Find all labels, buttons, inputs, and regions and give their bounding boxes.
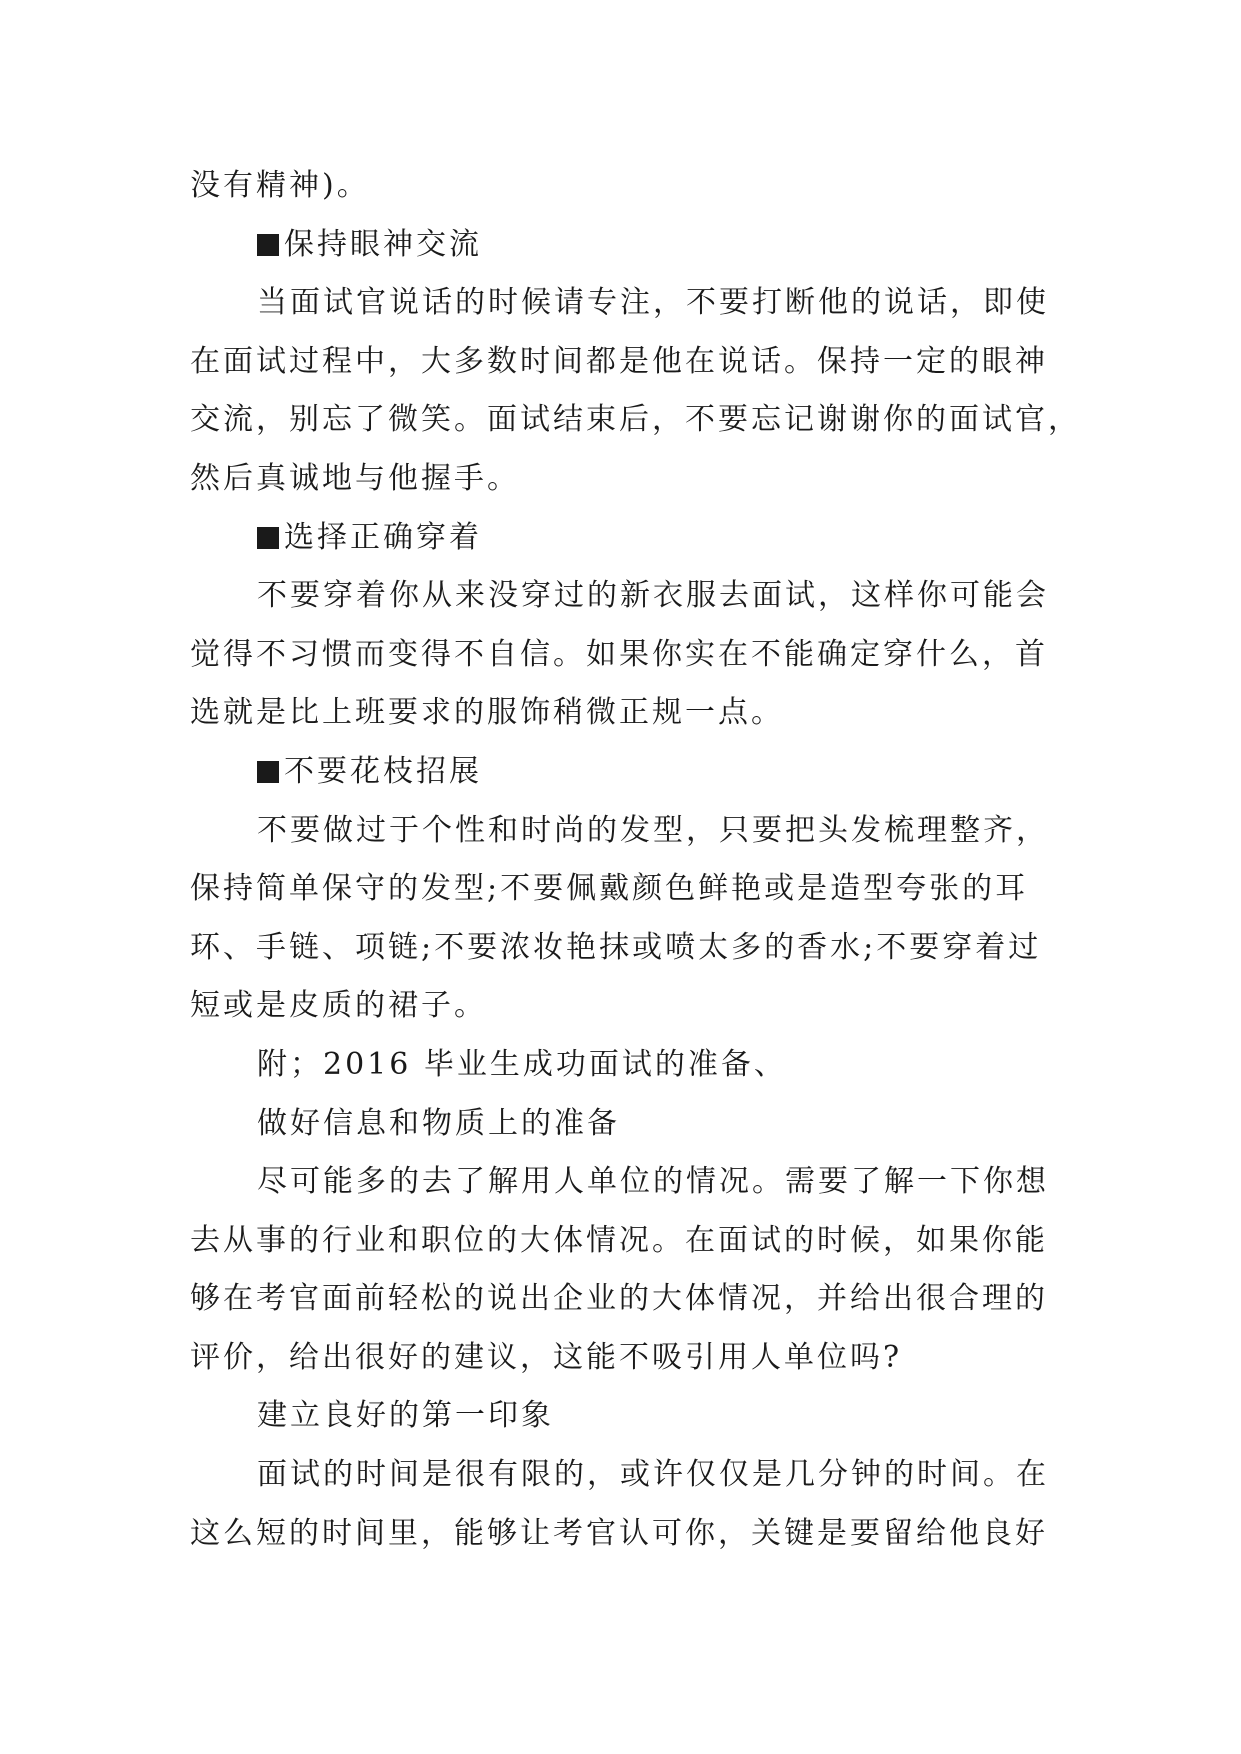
line-text: 交流，别忘了微笑。面试结束后，不要忘记谢谢你的面试官， — [190, 402, 1081, 438]
text-line — [190, 450, 1050, 509]
line-text: 附；2016 毕业生成功面试的准备、 — [257, 1046, 787, 1082]
line-text: 不要穿着你从来没穿过的新衣服去面试，这样你可能会 — [257, 578, 1049, 614]
square-bullet-icon — [257, 761, 279, 783]
line-text: 在面试过程中，大多数时间都是他在说话。保持一定的眼神 — [190, 343, 1048, 379]
line-text: 没有精神)。 — [190, 168, 370, 203]
text-line — [190, 1270, 1050, 1329]
text-line — [190, 977, 1050, 1036]
line-text: 保持眼神交流 — [284, 226, 482, 262]
text-line — [190, 391, 1081, 450]
square-bullet-icon — [257, 234, 279, 256]
line-text: 去从事的行业和职位的大体情况。在面试的时候，如果你能 — [190, 1222, 1048, 1258]
text-line — [190, 157, 1050, 216]
text-line — [190, 1212, 1050, 1271]
section-heading — [190, 216, 1050, 275]
line-text: 不要做过于个性和时尚的发型，只要把头发梳理整齐， — [257, 812, 1049, 848]
text-line — [190, 1153, 1050, 1212]
text-line — [190, 1505, 1050, 1564]
text-line — [190, 626, 1050, 685]
text-line — [190, 333, 1050, 392]
line-text: 选就是比上班要求的服饰稍微正规一点。 — [190, 695, 784, 731]
line-text: 够在考官面前轻松的说出企业的大体情况，并给出很合理的 — [190, 1281, 1048, 1317]
line-text: 面试的时间是很有限的，或许仅仅是几分钟的时间。在 — [257, 1457, 1049, 1493]
text-line — [190, 1095, 1050, 1154]
text-line — [190, 1387, 1050, 1446]
text-line — [190, 1036, 1050, 1095]
text-line — [190, 1329, 1050, 1388]
line-text: 觉得不习惯而变得不自信。如果你实在不能确定穿什么，首 — [190, 636, 1048, 672]
line-text: 选择正确穿着 — [284, 519, 482, 555]
line-text: 做好信息和物质上的准备 — [257, 1105, 620, 1141]
line-text: 保持简单保守的发型;不要佩戴颜色鲜艳或是造型夸张的耳 — [190, 871, 1029, 907]
line-text: 不要花枝招展 — [284, 753, 482, 789]
section-heading — [190, 743, 1050, 802]
line-text: 环、手链、项链;不要浓妆艳抹或喷太多的香水;不要穿着过 — [190, 929, 1042, 965]
text-line — [190, 802, 1050, 861]
text-line — [190, 567, 1050, 626]
line-text: 然后真诚地与他握手。 — [190, 460, 520, 496]
line-text: 这么短的时间里，能够让考官认可你，关键是要留给他良好 — [190, 1515, 1048, 1551]
text-line — [190, 860, 1050, 919]
line-text: 尽可能多的去了解用人单位的情况。需要了解一下你想 — [257, 1164, 1049, 1200]
square-bullet-icon — [257, 527, 279, 549]
text-line — [190, 684, 1050, 743]
section-heading — [190, 509, 1050, 568]
text-line — [190, 919, 1050, 978]
line-text: 当面试官说话的时候请专注，不要打断他的说话，即使 — [257, 285, 1049, 321]
line-text: 短或是皮质的裙子。 — [190, 988, 487, 1024]
document-body — [190, 157, 1081, 1563]
line-text: 建立良好的第一印象 — [257, 1398, 554, 1434]
line-text: 评价，给出很好的建议，这能不吸引用人单位吗? — [190, 1339, 903, 1375]
text-line — [190, 1446, 1050, 1505]
text-line — [190, 274, 1050, 333]
